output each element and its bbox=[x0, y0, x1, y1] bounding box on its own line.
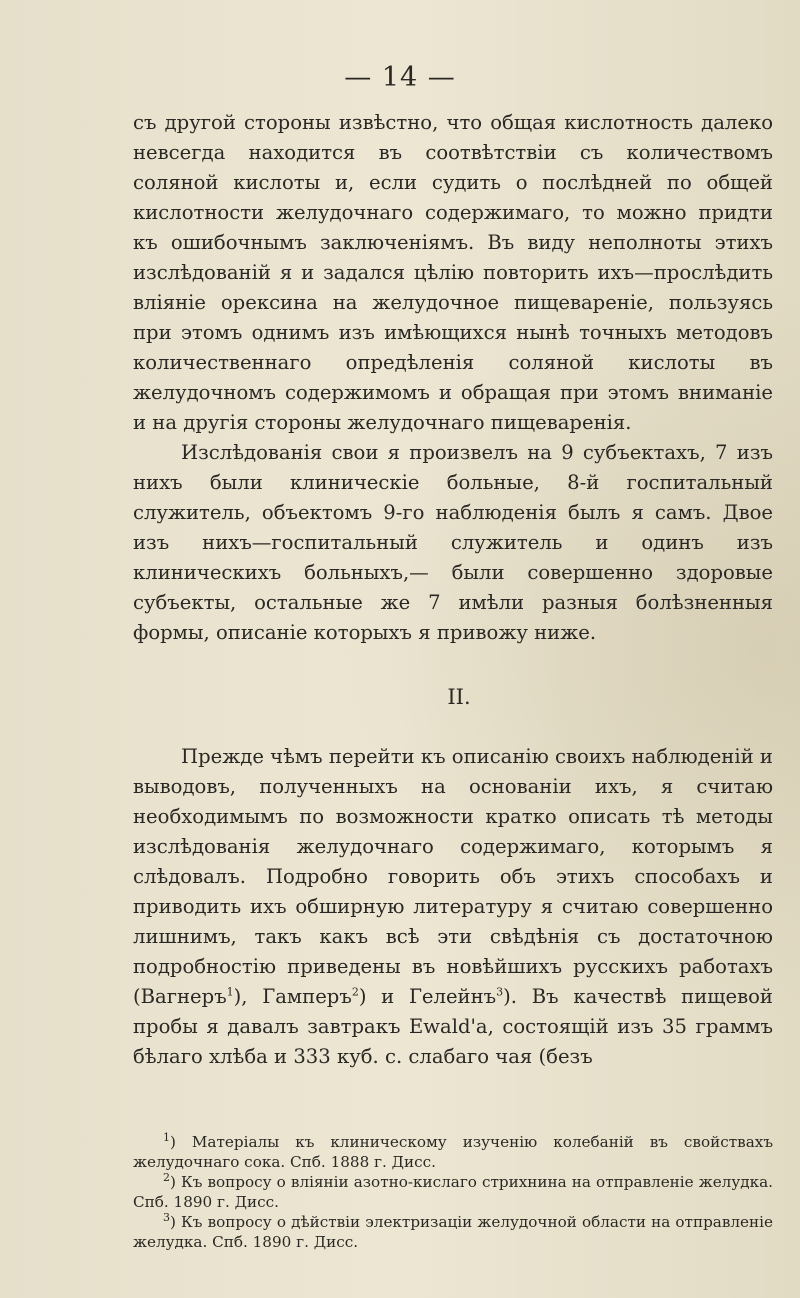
footnote-marker: 3 bbox=[163, 1210, 170, 1224]
footnote-ref-3: 3 bbox=[496, 985, 504, 999]
footnote-ref-2: 2 bbox=[351, 985, 359, 999]
paragraph-3-part-4: ). Въ качествѣ пищевой пробы я давалъ завтракъ Ewald'a, состоящій изъ 35 граммъ бѣлаго хлѣба и 333 куб. с. слабаго чая (безъ bbox=[133, 985, 773, 1068]
paragraph-3-part-3: ) и Гелейнъ bbox=[358, 985, 497, 1008]
footnote-marker: 2 bbox=[163, 1170, 170, 1184]
footnote-3 bbox=[133, 1212, 773, 1252]
footnote-marker: 1 bbox=[163, 1130, 170, 1144]
page-number: — 14 — bbox=[344, 62, 456, 93]
footnote-2 bbox=[133, 1172, 773, 1212]
paragraph-1: съ другой стороны извѣстно, что общая кислотность далеко невсегда находится въ соотвѣтствіи съ количествомъ соляной кислоты и, если судить о послѣдней по общей кислотности желудочнаго содержимаго, то можно придти къ ошибочнымъ заключеніямъ. Въ виду неполноты этихъ изслѣдованій я и задался цѣлію повторить ихъ—прослѣдить вліяніе орексина на желудочное пищевареніе, пользуясь при этомъ однимъ изъ имѣющихся нынѣ точныхъ методовъ количественнаго опредѣленія соляной кислоты въ желудочномъ содержимомъ и обращая при этомъ вниманіе и на другія стороны желудочнаго пищеваренія. bbox=[133, 111, 773, 434]
footnote-1 bbox=[133, 1132, 773, 1172]
main-text bbox=[133, 108, 773, 1072]
paragraph-3-part-1: Прежде чѣмъ перейти къ описанію своихъ наблюденій и выводовъ, полученныхъ на основаніи ихъ, я считаю необходимымъ по возможности кратко описать тѣ методы изслѣдованія желудочнаго содержимаго, которымъ я слѣдовалъ. Подробно говорить объ этихъ способахъ и приводить ихъ обширную литературу я считаю совершенно лишнимъ, такъ какъ всѣ эти свѣдѣнія съ достаточною подробностію приведены въ новѣйшихъ русскихъ работахъ (Вагнеръ bbox=[133, 745, 773, 1008]
footnotes bbox=[133, 1132, 773, 1252]
footnote-text: ) Матеріалы къ клиническому изученію колебаній въ свойствахъ желудочнаго сока. Спб. 1888 г. Дисс. bbox=[133, 1133, 773, 1171]
footnote-ref-1: 1 bbox=[226, 985, 234, 999]
section-heading: II. bbox=[447, 685, 471, 709]
footnote-text: ) Къ вопросу о дѣйствіи электризаціи желудочной области на отправленіе желудка. Спб. 1890 г. Дисс. bbox=[133, 1213, 773, 1251]
paragraph-3-part-2: ), Гамперъ bbox=[233, 985, 352, 1008]
paragraph-2: Изслѣдованія свои я произвелъ на 9 субъектахъ, 7 изъ нихъ были клиническіе больные, 8-й госпитальный служитель, объектомъ 9-го наблюденія былъ я самъ. Двое изъ нихъ—госпитальный служитель и одинъ изъ клиническихъ больныхъ,— были совершенно здоровые субъекты, остальные же 7 имѣли разныя болѣзненныя формы, описаніе которыхъ я привожу ниже. bbox=[133, 441, 773, 644]
paragraph-3 bbox=[133, 742, 773, 1072]
footnote-text: ) Къ вопросу о вліяніи азотно-кислаго стрихнина на отправленіе желудка. Спб. 1890 г. Дисс. bbox=[133, 1173, 773, 1211]
